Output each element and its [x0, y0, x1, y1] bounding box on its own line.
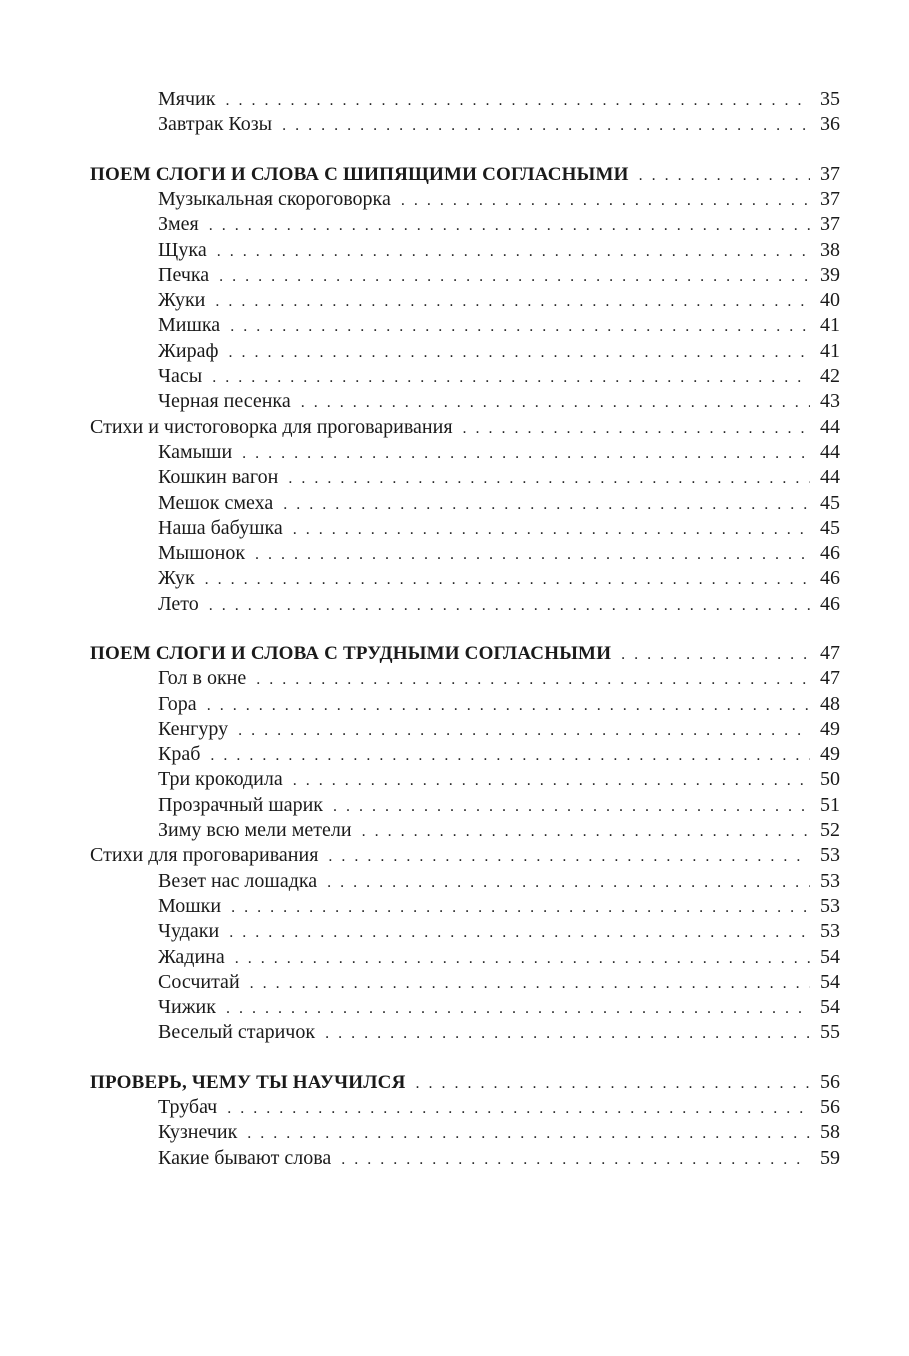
toc-entry [90, 238, 840, 263]
dot-leader [341, 1147, 810, 1172]
toc-entry-title: Кузнечик [158, 1121, 238, 1143]
toc-entry [90, 541, 840, 566]
toc-entry-title: Зиму всю мели метели [158, 819, 352, 841]
toc-page-number: 59 [820, 1147, 840, 1169]
toc-entry-title: Сосчитай [158, 971, 240, 993]
toc-entry [90, 843, 840, 868]
toc-entry-title: Гол в окне [158, 667, 247, 689]
toc-entry-title: Жук [158, 567, 195, 589]
dot-leader [362, 819, 810, 844]
toc-page-number: 54 [820, 946, 840, 968]
toc-entry [90, 894, 840, 919]
dot-leader [463, 416, 810, 441]
dot-leader [242, 441, 810, 466]
toc-entry [90, 1020, 840, 1045]
toc-entry [90, 87, 840, 112]
toc-entry-title: Жадина [158, 946, 225, 968]
toc-entry [90, 1095, 840, 1120]
toc-entry-title: Везет нас лошадка [158, 870, 318, 892]
toc-entry-title: Краб [158, 743, 201, 765]
toc-entry [90, 592, 840, 617]
toc-page-number: 37 [820, 213, 840, 235]
toc-entry [90, 869, 840, 894]
toc-entry [90, 1120, 840, 1145]
toc-entry-title: Черная песенка [158, 390, 291, 412]
dot-leader [235, 946, 810, 971]
dot-leader [416, 1071, 811, 1096]
dot-leader [333, 794, 810, 819]
dot-leader [226, 996, 810, 1021]
dot-leader [227, 1096, 810, 1121]
toc-entry-title: Завтрак Козы [158, 113, 273, 135]
toc-entry [90, 465, 840, 490]
toc-page-number: 45 [820, 517, 840, 539]
dot-leader [247, 1121, 810, 1146]
toc-entry [90, 288, 840, 313]
toc-page-number: 35 [820, 88, 840, 110]
dot-leader [325, 1021, 810, 1046]
toc-entry-title: Мошки [158, 895, 222, 917]
toc-entry-title: Стихи для проговаривания [90, 844, 319, 866]
dot-leader [256, 667, 810, 692]
dot-leader [228, 340, 810, 365]
toc-entry-title: Жираф [158, 340, 219, 362]
toc-page-number: 42 [820, 365, 840, 387]
toc-entry [90, 187, 840, 212]
toc-entry [90, 516, 840, 541]
toc-entry-title: Музыкальная скороговорка [158, 188, 391, 210]
toc-entry [90, 313, 840, 338]
toc-page-number: 58 [820, 1121, 840, 1143]
toc-entry [90, 112, 840, 137]
toc-entry [90, 970, 840, 995]
dot-leader [209, 593, 810, 618]
toc-page-number: 50 [820, 768, 840, 790]
toc-page-number: 44 [820, 416, 840, 438]
dot-leader [207, 693, 810, 718]
dot-leader [327, 870, 810, 895]
toc-page-number: 46 [820, 567, 840, 589]
toc-entry-title: Чижик [158, 996, 216, 1018]
toc-entry [90, 742, 840, 767]
toc-entry-title: Стихи и чистоговорка для проговаривания [90, 416, 453, 438]
toc-entry [90, 364, 840, 389]
toc-page-number: 53 [820, 895, 840, 917]
toc-entry-title: Прозрачный шарик [158, 794, 324, 816]
toc-page-number: 49 [820, 718, 840, 740]
dot-leader [401, 188, 810, 213]
toc-entry [90, 692, 840, 717]
toc-entry [90, 440, 840, 465]
toc-entry-title: Часы [158, 365, 203, 387]
toc-entry [90, 415, 840, 440]
toc-page-number: 41 [820, 314, 840, 336]
toc-entry [90, 263, 840, 288]
toc-entry-title: Кошкин вагон [158, 466, 279, 488]
toc-page-number: 37 [820, 163, 840, 185]
toc-page-number: 38 [820, 239, 840, 261]
toc-entry [90, 767, 840, 792]
dot-leader [293, 768, 810, 793]
toc-entry-title: Щука [158, 239, 207, 261]
toc-entry [90, 995, 840, 1020]
toc-page-number: 53 [820, 870, 840, 892]
toc-page-number: 47 [820, 667, 840, 689]
toc-entry-title: Трубач [158, 1096, 218, 1118]
toc-entry [90, 919, 840, 944]
dot-leader [301, 390, 810, 415]
dot-leader [217, 239, 810, 264]
toc-entry [90, 389, 840, 414]
dot-leader [230, 314, 810, 339]
toc-page-number: 56 [820, 1096, 840, 1118]
dot-leader [229, 920, 810, 945]
toc-entry-title: Три крокодила [158, 768, 283, 790]
toc-entry-title: ПОЕМ СЛОГИ И СЛОВА С ТРУДНЫМИ СОГЛАСНЫМИ [90, 643, 612, 664]
toc-page-number: 51 [820, 794, 840, 816]
toc-page-number: 47 [820, 642, 840, 664]
toc-page-number: 46 [820, 542, 840, 564]
dot-leader [209, 213, 810, 238]
toc-entry [90, 818, 840, 843]
toc-entry-title: Печка [158, 264, 210, 286]
toc-page-number: 40 [820, 289, 840, 311]
toc-page-number: 37 [820, 188, 840, 210]
toc-entry-title: Жуки [158, 289, 206, 311]
toc-entry-title: Мячик [158, 88, 216, 110]
toc-page-number: 45 [820, 492, 840, 514]
toc-entry-title: Мишка [158, 314, 221, 336]
toc-entry [90, 945, 840, 970]
toc-entry-title: Змея [158, 213, 199, 235]
toc-page-number: 48 [820, 693, 840, 715]
toc-entry [90, 717, 840, 742]
toc-entry-title: Гора [158, 693, 197, 715]
toc-entry-title: Чудаки [158, 920, 220, 942]
dot-leader [212, 365, 810, 390]
toc-entry-title: Мешок смеха [158, 492, 274, 514]
toc-page-number: 44 [820, 441, 840, 463]
toc-section-heading [90, 1070, 840, 1095]
dot-leader [288, 466, 810, 491]
dot-leader [215, 289, 810, 314]
dot-leader [293, 517, 810, 542]
toc-entry-title: ПРОВЕРЬ, ЧЕМУ ТЫ НАУЧИЛСЯ [90, 1072, 406, 1093]
toc-page-number: 55 [820, 1021, 840, 1043]
toc-page-number: 41 [820, 340, 840, 362]
toc-entry-title: Камыши [158, 441, 233, 463]
toc-entry [90, 339, 840, 364]
dot-leader [250, 971, 810, 996]
toc-page-number: 43 [820, 390, 840, 412]
toc-page-number: 53 [820, 844, 840, 866]
toc-entry-title: Кенгуру [158, 718, 229, 740]
toc-page-number: 53 [820, 920, 840, 942]
toc-entry [90, 491, 840, 516]
toc-page-number: 54 [820, 996, 840, 1018]
dot-leader [210, 743, 810, 768]
toc-entry [90, 212, 840, 237]
toc-entry [90, 566, 840, 591]
toc-entry [90, 1146, 840, 1171]
toc-page-number: 46 [820, 593, 840, 615]
toc-section-heading [90, 641, 840, 666]
toc-entry [90, 793, 840, 818]
toc-page-number: 39 [820, 264, 840, 286]
toc-page-number: 44 [820, 466, 840, 488]
dot-leader [621, 642, 810, 667]
dot-leader [225, 88, 810, 113]
dot-leader [282, 113, 810, 138]
dot-leader [255, 542, 810, 567]
toc-page-number: 54 [820, 971, 840, 993]
toc-entry-title: Наша бабушка [158, 517, 283, 539]
dot-leader [205, 567, 810, 592]
dot-leader [283, 492, 810, 517]
dot-leader [238, 718, 810, 743]
toc-page-number: 56 [820, 1071, 840, 1093]
toc-page-number: 36 [820, 113, 840, 135]
toc-entry-title: Лето [158, 593, 199, 615]
dot-leader [219, 264, 810, 289]
toc-entry-title: ПОЕМ СЛОГИ И СЛОВА С ШИПЯЩИМИ СОГЛАСНЫМИ [90, 164, 629, 185]
toc-entry-title: Мышонок [158, 542, 246, 564]
toc-entry [90, 666, 840, 691]
toc-page-number: 49 [820, 743, 840, 765]
toc-page-number: 52 [820, 819, 840, 841]
toc-section-heading [90, 162, 840, 187]
toc-entry-title: Веселый старичок [158, 1021, 316, 1043]
dot-leader [328, 844, 810, 869]
dot-leader [231, 895, 810, 920]
dot-leader [639, 163, 810, 188]
toc-entry-title: Какие бывают слова [158, 1147, 332, 1169]
